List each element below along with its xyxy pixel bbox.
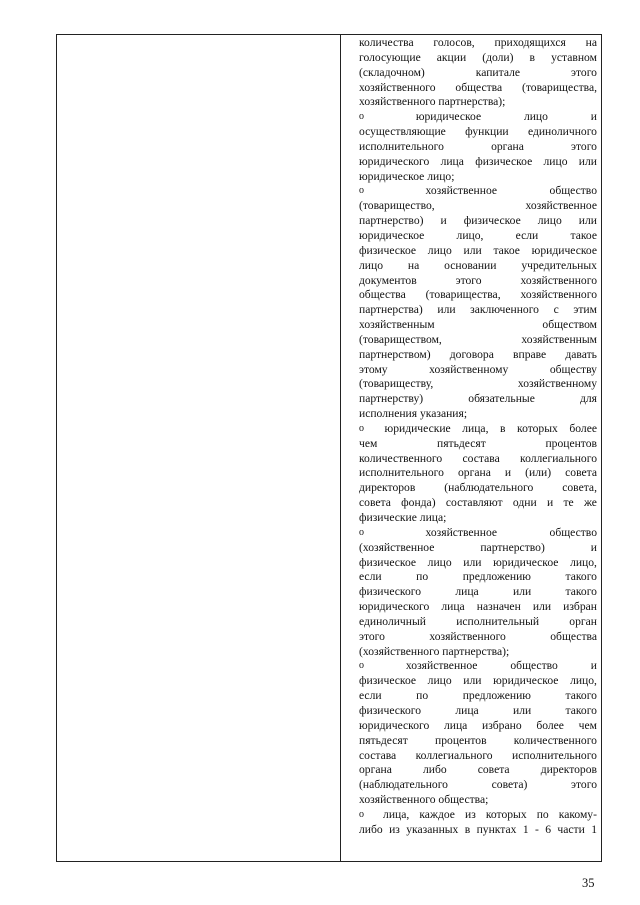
text-line xyxy=(359,184,597,199)
text-word: какому- xyxy=(558,807,597,821)
text-line xyxy=(359,422,597,437)
text-line xyxy=(359,659,597,674)
table-right-cell-text xyxy=(359,36,597,838)
text-word: (наблюдательного xyxy=(359,778,448,792)
text-word: или xyxy=(578,214,597,228)
text-word: избрано xyxy=(482,718,522,732)
text-word: лица xyxy=(441,600,465,614)
text-word: хозяйственному xyxy=(517,377,597,391)
text-word: (доли) xyxy=(482,50,514,64)
text-word: хозяйственного xyxy=(359,80,436,94)
text-line xyxy=(359,170,597,185)
text-word: в xyxy=(464,822,471,836)
text-word: общество xyxy=(510,659,558,673)
text-line xyxy=(359,244,597,259)
text-word: или xyxy=(578,154,597,168)
text-word: лицо, xyxy=(570,555,597,569)
text-line xyxy=(359,155,597,170)
text-word: физическое xyxy=(359,243,417,257)
text-line xyxy=(359,719,597,734)
list-bullet-icon: o xyxy=(359,660,364,672)
list-bullet-icon: o xyxy=(359,185,364,197)
text-word: совета xyxy=(565,466,597,480)
text-word: (товарищества, xyxy=(425,288,501,302)
text-line xyxy=(359,466,597,481)
text-line xyxy=(359,556,597,571)
text-word: капитале xyxy=(475,65,521,79)
text-line xyxy=(359,288,597,303)
text-word: или xyxy=(463,555,482,569)
text-word: лицо xyxy=(523,110,548,124)
text-word: такого xyxy=(565,703,597,717)
text-word: юридическое xyxy=(493,674,559,688)
text-line xyxy=(359,734,597,749)
text-word: вправе xyxy=(513,347,547,361)
text-word: коллегиального xyxy=(520,451,597,465)
text-word: процентов xyxy=(435,733,487,747)
text-word: единоличного xyxy=(527,125,597,139)
text-word: такое xyxy=(570,228,597,242)
text-word: (хозяйственное xyxy=(359,540,435,554)
text-word: лицо xyxy=(427,555,452,569)
text-word: лицо xyxy=(427,243,452,257)
text-line xyxy=(359,615,597,630)
text-word: хозяйственное xyxy=(405,659,478,673)
text-word: такого xyxy=(565,585,597,599)
text-line xyxy=(359,452,597,467)
text-word: которых xyxy=(517,421,558,435)
text-word: составляют xyxy=(445,496,503,510)
text-word: (наблюдательного xyxy=(444,481,534,495)
text-line xyxy=(359,823,597,838)
text-word: каждое xyxy=(419,807,455,821)
text-line xyxy=(359,511,597,526)
text-word: если xyxy=(359,570,382,584)
text-word: хозяйственного общества; xyxy=(359,793,489,807)
text-line xyxy=(359,199,597,214)
text-line xyxy=(359,749,597,764)
text-word: чем xyxy=(578,718,597,732)
text-word: лица, xyxy=(383,807,410,821)
text-line xyxy=(359,808,597,823)
text-word: этого xyxy=(571,65,597,79)
text-word: физическое xyxy=(359,674,417,688)
text-word: (товарищества, xyxy=(522,80,597,94)
text-line xyxy=(359,689,597,704)
table-left-cell-empty xyxy=(57,35,340,861)
text-word: органа xyxy=(491,139,524,153)
list-bullet-icon: o xyxy=(359,808,364,820)
text-word: юридического xyxy=(359,154,430,168)
text-line xyxy=(359,259,597,274)
text-word: этого xyxy=(571,778,597,792)
text-line xyxy=(359,125,597,140)
text-word: хозяйственному xyxy=(429,362,509,376)
text-word: общества xyxy=(550,629,597,643)
text-word: общество xyxy=(549,184,597,198)
text-word: пунктах xyxy=(476,822,517,836)
text-word: хозяйственное xyxy=(425,184,498,198)
text-line xyxy=(359,377,597,392)
text-line xyxy=(359,541,597,556)
text-word: лица xyxy=(440,154,464,168)
text-word: и xyxy=(546,496,554,510)
text-word: предложению xyxy=(462,689,531,703)
text-word: и xyxy=(504,466,512,480)
text-word: голосующие xyxy=(359,50,421,64)
text-word: в xyxy=(529,50,536,64)
text-word: этому xyxy=(359,362,388,376)
text-word: хозяйственного xyxy=(520,288,597,302)
text-line xyxy=(359,214,597,229)
text-word: лицо, xyxy=(456,228,484,242)
text-word: и xyxy=(590,659,597,673)
text-word: - xyxy=(534,822,539,836)
text-word: 1 xyxy=(591,822,597,836)
text-word: физического xyxy=(359,703,422,717)
text-word: или xyxy=(532,600,552,614)
text-line xyxy=(359,481,597,496)
text-line xyxy=(359,95,597,110)
text-word: партнерством) xyxy=(359,347,431,361)
text-word: исполнительного xyxy=(359,139,444,153)
text-word: акции xyxy=(436,50,467,64)
text-word: совета xyxy=(477,763,510,777)
text-word: общества xyxy=(455,80,503,94)
text-word: лицо xyxy=(359,258,383,272)
text-word: либо xyxy=(359,822,383,836)
text-line xyxy=(359,600,597,615)
text-line xyxy=(359,704,597,719)
text-line xyxy=(359,110,597,125)
text-line xyxy=(359,274,597,289)
text-word: этого xyxy=(571,139,597,153)
text-line xyxy=(359,229,597,244)
text-word: если xyxy=(359,689,382,703)
text-word: количественного xyxy=(513,733,597,747)
text-word: те xyxy=(563,496,574,510)
text-word: в xyxy=(500,421,506,435)
text-word: партнерство) xyxy=(359,214,424,228)
text-word: уставном xyxy=(551,50,597,64)
text-line xyxy=(359,763,597,778)
text-word: физические лица; xyxy=(359,511,447,524)
text-word: 6 xyxy=(545,822,552,836)
text-word: лицо xyxy=(537,214,562,228)
text-word: коллегиального xyxy=(415,748,493,762)
text-word: обществом xyxy=(542,318,597,332)
text-line xyxy=(359,778,597,793)
text-word: партнерства) xyxy=(359,303,423,317)
text-word: или xyxy=(513,585,532,599)
text-word: органа xyxy=(359,763,392,777)
page-number: 35 xyxy=(582,876,595,890)
text-word: количественного xyxy=(359,451,443,465)
text-word: физическое xyxy=(359,555,417,569)
text-word: хозяйственного xyxy=(520,273,597,287)
text-word: совета xyxy=(359,496,391,510)
text-word: части xyxy=(557,822,585,836)
text-word: основании xyxy=(444,258,497,272)
text-word: совета, xyxy=(562,481,597,495)
text-word: для xyxy=(579,392,597,406)
list-bullet-icon: o xyxy=(359,526,364,538)
text-word: общество xyxy=(549,525,597,539)
text-word: (или) xyxy=(525,466,552,480)
text-word: давать xyxy=(565,347,597,361)
text-word: пятьдесят xyxy=(437,436,486,450)
text-line xyxy=(359,630,597,645)
text-word: исполнительный xyxy=(456,614,540,628)
text-word: процентов xyxy=(545,436,597,450)
text-word: общества xyxy=(359,288,406,302)
text-word: количества xyxy=(359,36,414,49)
text-word: по xyxy=(536,807,549,821)
text-word: исполнительного xyxy=(512,748,597,762)
text-word: лицо xyxy=(543,154,568,168)
text-word: юридическое xyxy=(493,555,559,569)
list-bullet-icon: o xyxy=(359,422,364,434)
text-word: или xyxy=(513,703,532,717)
text-word: более xyxy=(569,421,597,435)
text-word: и xyxy=(590,540,597,554)
text-word: исполнительного xyxy=(359,466,444,480)
text-word: лица xyxy=(443,718,468,732)
text-word: юридического xyxy=(359,600,430,614)
text-word: органа xyxy=(458,466,491,480)
text-line xyxy=(359,437,597,452)
text-line xyxy=(359,392,597,407)
text-word: лица xyxy=(455,585,479,599)
text-word: такое xyxy=(493,243,520,257)
text-word: (хозяйственного партнерства); xyxy=(359,644,510,658)
text-line xyxy=(359,585,597,600)
text-word: обязательные xyxy=(468,392,535,406)
text-word: лицо, xyxy=(570,674,597,688)
table-column-divider xyxy=(340,35,341,861)
text-line xyxy=(359,793,597,808)
text-word: состава xyxy=(359,748,397,762)
text-word: юридическое лицо; xyxy=(359,169,455,183)
text-word: (товариществу, xyxy=(359,377,434,391)
text-word: предложению xyxy=(462,570,531,584)
text-line xyxy=(359,303,597,318)
text-word: по xyxy=(416,570,429,584)
text-word: с xyxy=(553,303,559,317)
text-word: заключенного xyxy=(470,303,539,317)
text-word: и xyxy=(590,110,597,124)
text-word: из xyxy=(465,807,476,821)
text-word: состава xyxy=(462,451,500,465)
text-word: 1 xyxy=(522,822,529,836)
text-word: обществу xyxy=(549,362,597,376)
text-word: из xyxy=(389,822,400,836)
text-line xyxy=(359,363,597,378)
text-word: же xyxy=(583,496,597,510)
text-word: этого xyxy=(455,273,482,287)
text-word: на xyxy=(407,258,420,272)
text-word: такого xyxy=(565,570,597,584)
text-word: учредительных xyxy=(521,258,597,272)
text-word: партнерству) xyxy=(359,392,424,406)
text-word: физическое xyxy=(463,214,521,228)
text-line xyxy=(359,526,597,541)
text-word: приходящихся xyxy=(494,36,566,49)
text-word: юридическое xyxy=(359,228,425,242)
text-word: хозяйственное xyxy=(425,525,498,539)
text-word: юридического xyxy=(359,718,430,732)
text-word: физического xyxy=(359,585,422,599)
text-line xyxy=(359,51,597,66)
text-line xyxy=(359,36,597,51)
text-word: орган xyxy=(569,614,597,628)
text-word: договора xyxy=(449,347,494,361)
text-word: лица, xyxy=(462,421,489,435)
text-word: голосов, xyxy=(433,36,475,49)
text-word: партнерство) xyxy=(480,540,545,554)
text-line xyxy=(359,318,597,333)
text-word: пятьдесят xyxy=(359,733,408,747)
text-line xyxy=(359,496,597,511)
text-word: более xyxy=(536,718,564,732)
text-word: этим xyxy=(573,303,597,317)
text-word: или xyxy=(437,303,456,317)
text-word: хозяйственное xyxy=(525,199,597,213)
text-word: (товарищество, xyxy=(359,199,435,213)
text-word: назначен xyxy=(476,600,521,614)
text-word: юридическое xyxy=(531,243,597,257)
text-word: (складочном) xyxy=(359,65,425,79)
text-word: которых xyxy=(485,807,527,821)
text-line xyxy=(359,674,597,689)
text-line xyxy=(359,140,597,155)
text-word: функции xyxy=(465,125,509,139)
text-word: директоров xyxy=(540,763,597,777)
document-table xyxy=(56,34,602,862)
text-line xyxy=(359,348,597,363)
text-word: либо xyxy=(422,763,447,777)
text-word: на xyxy=(585,36,597,49)
text-word: хозяйственного xyxy=(429,629,506,643)
text-word: и xyxy=(440,214,447,228)
text-word: одни xyxy=(512,496,537,510)
text-line xyxy=(359,81,597,96)
text-word: осуществляющие xyxy=(359,125,446,139)
text-line xyxy=(359,570,597,585)
text-word: фонда) xyxy=(401,496,436,510)
text-word: хозяйственным xyxy=(359,318,435,332)
text-word: единоличный xyxy=(359,614,426,628)
text-word: этого xyxy=(359,629,385,643)
text-line xyxy=(359,645,597,660)
text-word: документов xyxy=(359,273,417,287)
text-word: (товариществом, xyxy=(359,332,442,346)
text-line xyxy=(359,407,597,422)
text-word: директоров xyxy=(359,481,416,495)
text-word: чем xyxy=(359,436,378,450)
text-line xyxy=(359,66,597,81)
text-word: физическое xyxy=(475,154,533,168)
list-bullet-icon: o xyxy=(359,111,364,123)
text-word: хозяйственным xyxy=(521,332,597,346)
text-word: совета) xyxy=(491,778,528,792)
text-word: указанных xyxy=(406,822,459,836)
text-word: если xyxy=(515,228,539,242)
text-word: лица xyxy=(455,703,479,717)
text-line xyxy=(359,333,597,348)
text-word: или xyxy=(463,243,482,257)
text-word: по xyxy=(416,689,429,703)
text-word: лицо xyxy=(427,674,452,688)
text-word: исполнения указания; xyxy=(359,407,468,421)
text-word: юридические xyxy=(384,421,451,435)
text-word: такого xyxy=(565,689,597,703)
text-word: юридическое xyxy=(415,110,482,124)
text-word: или xyxy=(463,674,482,688)
text-word: хозяйственного партнерства); xyxy=(359,95,506,109)
text-word: избран xyxy=(563,600,597,614)
